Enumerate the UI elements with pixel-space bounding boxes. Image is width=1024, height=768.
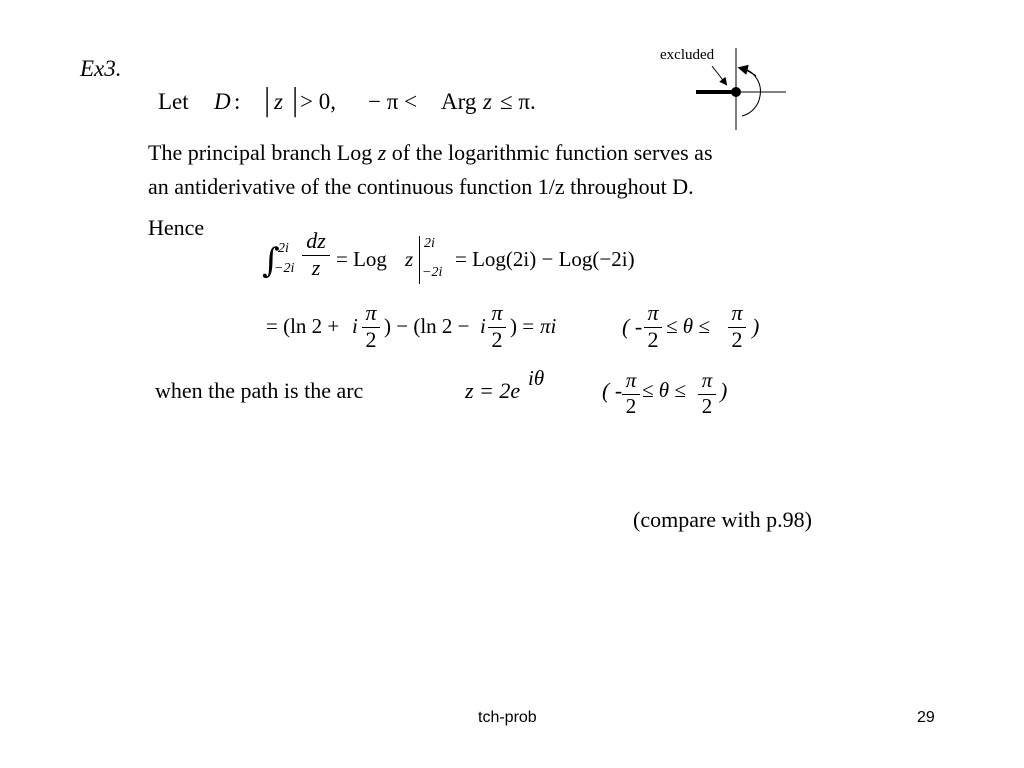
eq2-i-2: i xyxy=(480,314,486,338)
integrand-fraction xyxy=(302,230,330,279)
path-cond-frac1-num: π xyxy=(625,368,637,392)
integrand-numerator: dz xyxy=(306,228,326,253)
eq1-rhs: = Log(2i) − Log(−2i) xyxy=(455,247,635,271)
gt-zero: > 0, xyxy=(300,89,336,114)
path-cond-frac1-den: 2 xyxy=(625,394,637,418)
minus-pi-lt: − π < xyxy=(368,89,418,114)
arg-var: z xyxy=(483,89,492,114)
path-cond-frac2-num: π xyxy=(701,368,713,392)
path-cond-fraction-1 xyxy=(622,370,640,417)
paragraph-var-z: z xyxy=(377,140,387,165)
paragraph-line-1 xyxy=(148,142,713,164)
eq2-part-3: ) = xyxy=(510,314,535,338)
arg-word: Arg xyxy=(441,89,477,114)
eq2-frac1-den: 2 xyxy=(365,327,377,352)
integral-upper-limit: 2i xyxy=(278,241,289,256)
le-pi: ≤ π. xyxy=(500,89,536,114)
eq2-cond-frac1-den: 2 xyxy=(647,327,659,352)
branch-cut-figure xyxy=(660,40,800,140)
excluded-label: excluded xyxy=(660,47,715,63)
log-var: z xyxy=(405,247,414,271)
abs-open-bar: | xyxy=(262,83,273,118)
colon: : xyxy=(234,89,241,114)
abs-var: z xyxy=(274,89,283,114)
eq2-cond-close: ) xyxy=(752,314,760,339)
eq2-pi-i: πi xyxy=(540,314,557,338)
path-cond-mid: ≤ θ ≤ xyxy=(642,378,686,402)
path-text: when the path is the arc xyxy=(155,378,364,403)
eval-upper-limit: 2i xyxy=(424,236,435,251)
eq2-frac2-den: 2 xyxy=(491,327,503,352)
eq2-cond-frac1-num: π xyxy=(647,300,659,325)
integral-sign: ∫ xyxy=(262,241,280,281)
path-equation: z = 2e xyxy=(465,378,521,403)
eq2-fraction-2 xyxy=(488,302,506,351)
eq2-cond-frac2-den: 2 xyxy=(731,327,743,352)
arc-arrow xyxy=(740,68,756,76)
path-cond-close: ) xyxy=(720,378,728,403)
eq2-part-2: ) − (ln 2 − xyxy=(384,314,470,338)
footer-title: tch-prob xyxy=(478,709,537,726)
excluded-pointer xyxy=(712,66,726,84)
eval-lower-limit: −2i xyxy=(422,265,443,280)
let-word: Let xyxy=(158,89,189,114)
eq2-fraction-1 xyxy=(362,302,380,351)
path-cond-fraction-2 xyxy=(698,370,716,417)
eq2-cond-mid: ≤ θ ≤ xyxy=(666,314,710,338)
integral-lower-limit: −2i xyxy=(274,261,295,276)
example-label: Ex3. xyxy=(80,56,122,81)
compare-note: (compare with p.98) xyxy=(633,507,812,532)
paragraph-text-b: of the logarithmic function serves as xyxy=(391,140,713,165)
eq2-cond-frac2-num: π xyxy=(731,300,743,325)
eq2-frac1-num: π xyxy=(365,300,377,325)
eq2-cond-fraction-2 xyxy=(728,302,746,351)
paragraph-text-a: The principal branch Log xyxy=(148,140,373,165)
abs-close-bar: | xyxy=(290,83,301,118)
page-number: 29 xyxy=(917,709,935,726)
eq2-frac2-num: π xyxy=(491,300,503,325)
eq2-i-1: i xyxy=(352,314,358,338)
path-exponent: iθ xyxy=(528,366,545,390)
path-cond-open: ( - xyxy=(602,378,623,403)
eq2-part-1: = (ln 2 + xyxy=(266,314,340,338)
domain-var: D xyxy=(214,89,231,114)
hence-word: Hence xyxy=(148,215,205,240)
eq2-cond-fraction-1 xyxy=(644,302,662,351)
eq2-cond-open: ( - xyxy=(622,314,643,339)
path-cond-frac2-den: 2 xyxy=(701,394,713,418)
paragraph-line-2: an antiderivative of the continuous function 1/z throughout D. xyxy=(148,174,694,199)
equals-log: = Log xyxy=(336,247,387,271)
integrand-denominator: z xyxy=(311,255,321,280)
origin-dot xyxy=(731,87,741,97)
evaluation-bar xyxy=(419,236,420,284)
